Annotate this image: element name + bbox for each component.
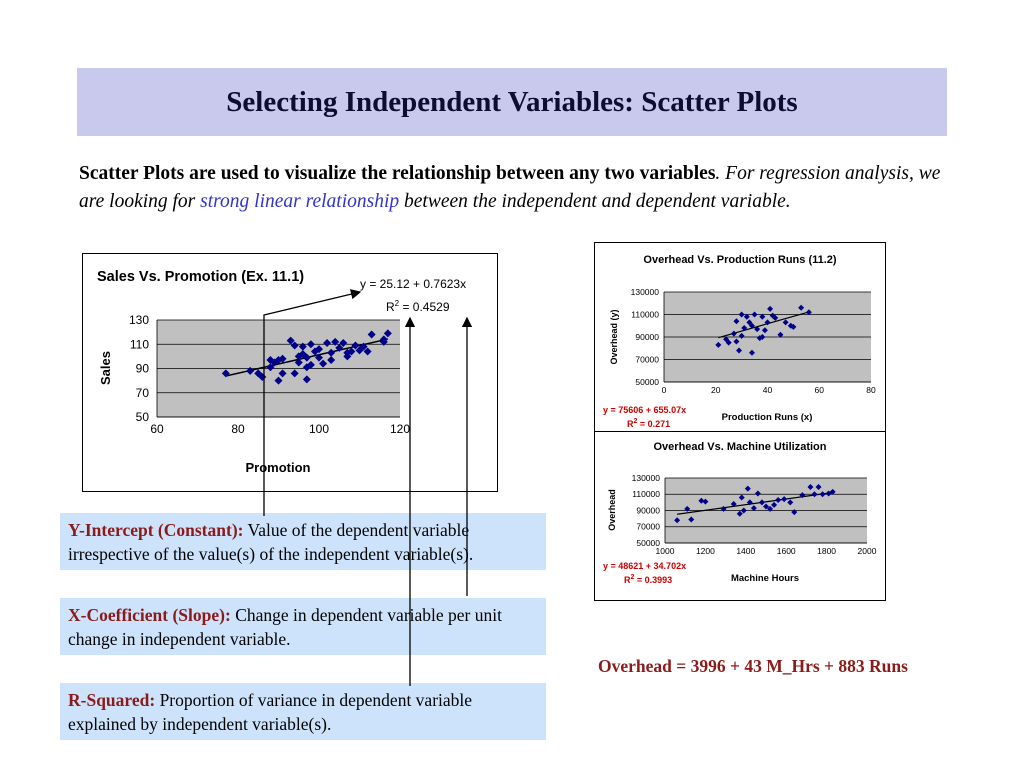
trend-equation: y = 25.12 + 0.7623x bbox=[360, 277, 467, 291]
sales-promotion-svg bbox=[83, 254, 497, 491]
intro-lead: Scatter Plots are used to visualize the relationship between any two variables bbox=[79, 163, 716, 184]
title-banner bbox=[77, 68, 947, 136]
r2-sup: 2 bbox=[394, 299, 400, 308]
definition-text: Change in dependent variable per unit change in independent variable. bbox=[68, 605, 502, 649]
overhead-machine-svg bbox=[595, 432, 885, 599]
x-tick-label: 80 bbox=[231, 422, 245, 436]
definition-term: X-Coefficient (Slope): bbox=[68, 605, 231, 625]
x-tick-label: 1400 bbox=[736, 546, 756, 556]
x-axis-label: Promotion bbox=[245, 460, 311, 475]
x-tick-label: 20 bbox=[711, 385, 721, 395]
definition-term: Y-Intercept (Constant): bbox=[68, 520, 244, 540]
y-tick-label: 90 bbox=[135, 361, 149, 376]
x-tick-label: 1000 bbox=[655, 546, 675, 556]
r2-value: = 0.3993 bbox=[634, 575, 673, 585]
y-ticks bbox=[632, 473, 661, 548]
y-ticks bbox=[631, 287, 660, 387]
x-tick-label: 1200 bbox=[695, 546, 715, 556]
x-tick-label: 2000 bbox=[857, 546, 877, 556]
x-axis-label: Machine Hours bbox=[730, 573, 800, 584]
intro-rest-1: . For regression analysis, we are looking for bbox=[79, 163, 941, 212]
intro-rest-2: between the independent and dependent variable. bbox=[399, 190, 791, 212]
r2-letter: R bbox=[386, 300, 395, 314]
intro-paragraph bbox=[79, 160, 959, 215]
y-axis-label: Sales bbox=[98, 351, 113, 385]
trend-equation: y = 75606 + 655.07x bbox=[603, 405, 687, 415]
x-tick-label: 80 bbox=[866, 385, 876, 395]
overhead-runs-svg bbox=[595, 243, 885, 430]
y-tick-label: 50 bbox=[135, 410, 149, 425]
definition-text: Proportion of variance in dependent variable explained by independent variable(s). bbox=[68, 690, 473, 734]
r2-value: = 0.4529 bbox=[399, 300, 450, 314]
y-tick-label: 130000 bbox=[630, 286, 659, 297]
x-tick-label: 1800 bbox=[817, 546, 837, 556]
y-tick-label: 130000 bbox=[631, 472, 660, 483]
x-tick-label: 100 bbox=[308, 422, 330, 436]
r2-sup: 2 bbox=[630, 574, 635, 581]
x-tick-label: 0 bbox=[661, 385, 667, 395]
intro-highlight: strong linear relationship bbox=[200, 190, 400, 212]
y-tick-label: 50000 bbox=[635, 376, 659, 387]
y-tick-label: 110000 bbox=[631, 309, 659, 320]
y-tick-label: 70000 bbox=[635, 354, 659, 365]
r-squared-label bbox=[624, 574, 672, 585]
x-ticks bbox=[150, 422, 410, 436]
r-squared-label bbox=[627, 418, 670, 429]
y-tick-label: 130 bbox=[128, 313, 149, 328]
y-tick-label: 90000 bbox=[635, 331, 659, 342]
y-ticks bbox=[129, 313, 149, 424]
x-axis-label: Production Runs (x) bbox=[721, 412, 813, 423]
x-ticks bbox=[662, 385, 876, 395]
chart-title: Overhead Vs. Machine Utilization bbox=[653, 441, 827, 453]
r-squared-label bbox=[386, 299, 450, 314]
x-tick-label: 60 bbox=[814, 385, 824, 395]
definition-r-squared bbox=[60, 683, 546, 740]
y-axis-label: Overhead bbox=[607, 489, 617, 531]
definition-y-intercept bbox=[60, 513, 546, 570]
x-tick-label: 120 bbox=[389, 422, 411, 436]
x-ticks bbox=[656, 546, 877, 556]
r2-sup: 2 bbox=[633, 418, 638, 425]
chart-title: Sales Vs. Promotion (Ex. 11.1) bbox=[97, 269, 305, 285]
r2-letter: R bbox=[624, 575, 631, 585]
y-tick-label: 110000 bbox=[632, 489, 660, 500]
slide-title: Selecting Independent Variables: Scatter Plots bbox=[226, 85, 798, 118]
overhead-charts-panel bbox=[594, 242, 886, 601]
chart-title: Overhead Vs. Production Runs (11.2) bbox=[643, 254, 837, 266]
trend-equation: y = 48621 + 34.702x bbox=[603, 561, 687, 571]
r2-letter: R bbox=[627, 419, 634, 429]
y-tick-label: 70000 bbox=[636, 521, 660, 532]
y-tick-label: 90000 bbox=[636, 505, 660, 516]
sales-promotion-chart bbox=[82, 253, 498, 492]
y-tick-label: 110 bbox=[129, 337, 149, 352]
definition-text: Value of the dependent variable irrespective of the value(s) of the independent variable(s). bbox=[68, 520, 474, 564]
definition-x-coefficient bbox=[60, 598, 546, 655]
y-axis-label: Overhead (y) bbox=[609, 309, 619, 365]
y-tick-label: 70 bbox=[135, 385, 149, 400]
definition-term: R-Squared: bbox=[68, 690, 156, 710]
x-tick-label: 60 bbox=[150, 422, 164, 436]
model-equation: Overhead = 3996 + 43 M_Hrs + 883 Runs bbox=[598, 656, 908, 676]
x-tick-label: 1600 bbox=[776, 546, 796, 556]
y-tick-label: 50000 bbox=[636, 537, 660, 548]
x-tick-label: 40 bbox=[762, 385, 773, 395]
r2-value: = 0.271 bbox=[637, 419, 671, 429]
